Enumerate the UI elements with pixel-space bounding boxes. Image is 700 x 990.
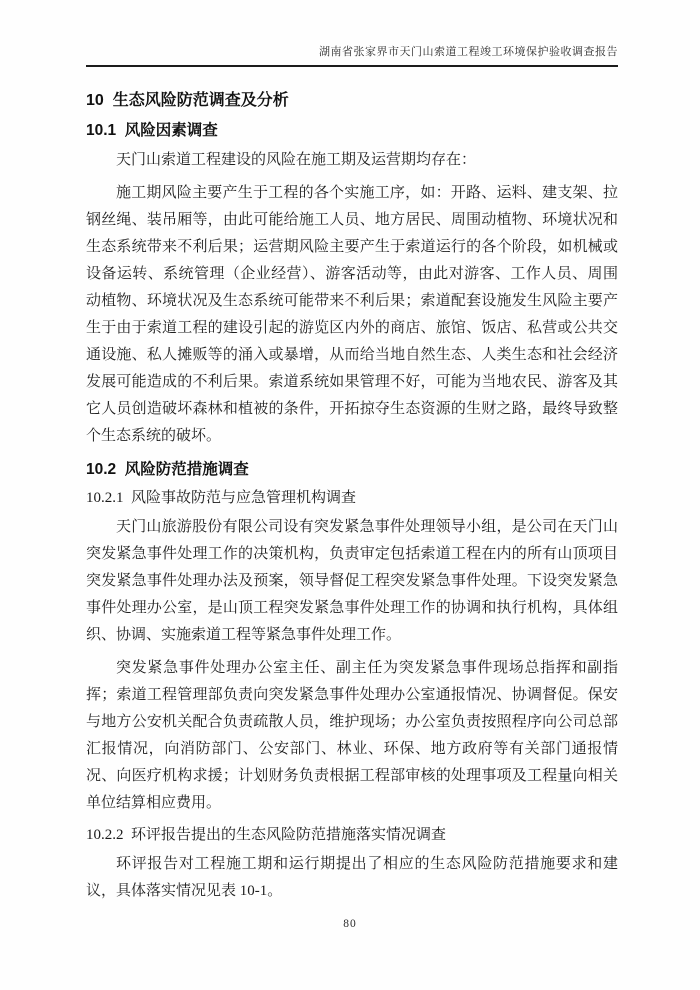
section-heading-10-1: 10.1 风险因素调查 [86, 122, 218, 139]
running-title: 湖南省张家界市天门山索道工程竣工环境保护验收调查报告 [319, 46, 618, 58]
paragraph-eia-measures: 环评报告对工程施工期和运行期提出了相应的生态风险防范措施要求和建议，具体落实情况见表 10-1。 [86, 856, 618, 899]
document-content [86, 91, 618, 905]
subsection-heading-10-2-2: 10.2.2 环评报告提出的生态风险防范措施落实情况调查 [86, 827, 447, 843]
page-number: 80 [343, 918, 357, 930]
paragraph-emergency-org: 天门山旅游股份有限公司设有突发紧急事件处理领导小组，是公司在天门山突发紧急事件处理工作的决策机构，负责审定包括索道工程在内的所有山顶项目突发紧急事件处理办法及预案，领导督促工程突发紧急事件处理。下设突发紧急事件处理办公室，是山顶工程突发紧急事件处理工作的协调和执行机构，具体组织、协调、实施索道工程等紧急事件处理工作。 [86, 519, 618, 643]
chapter-heading-10: 10 生态风险防范调查及分析 [86, 92, 289, 109]
paragraph-intro: 天门山索道工程建设的风险在施工期及运营期均存在： [116, 152, 477, 168]
subsection-heading-10-2-1: 10.2.1 风险事故防范与应急管理机构调查 [86, 490, 357, 506]
paragraph-emergency-roles: 突发紧急事件处理办公室主任、副主任为突发紧急事件现场总指挥和副指挥；索道工程管理部负责向突发紧急事件处理办公室通报情况、协调督促。保安与地方公安机关配合负责疏散人员，维护现场；办公室负责按照程序向公司总部汇报情况，向消防部门、公安部门、林业、环保、地方政府等有关部门通报情况、向医疗机构求援；计划财务负责根据工程部审核的处理事项及工程量向相关单位结算相应费用。 [86, 660, 618, 811]
header-rule [86, 65, 618, 67]
section-heading-10-2: 10.2 风险防范措施调查 [86, 461, 249, 478]
page-header [86, 0, 618, 60]
page-footer [0, 914, 700, 932]
paragraph-risk-factors: 施工期风险主要产生于工程的各个实施工序，如：开路、运料、建支架、拉钢丝绳、装吊厢等，由此可能给施工人员、地方居民、周围动植物、环境状况和生态系统带来不利后果；运营期风险主要产生于索道运行的各个阶段，如机械或设备运转、系统管理（企业经营）、游客活动等，由此对游客、工作人员、周围动植物、环境状况及生态系统可能带来不利后果；索道配套设施发生风险主要产生于由于索道工程的建设引起的游览区内外的商店、旅馆、饭店、私营或公共交通设施、私人摊贩等的涌入或暴增，从而给当地自然生态、人类生态和社会经济发展可能造成的不利后果。索道系统如果管理不好，可能为当地农民、游客及其它人员创造破坏森林和植被的条件，开拓掠夺生态资源的生财之路，最终导致整个生态系统的破坏。 [86, 185, 618, 444]
